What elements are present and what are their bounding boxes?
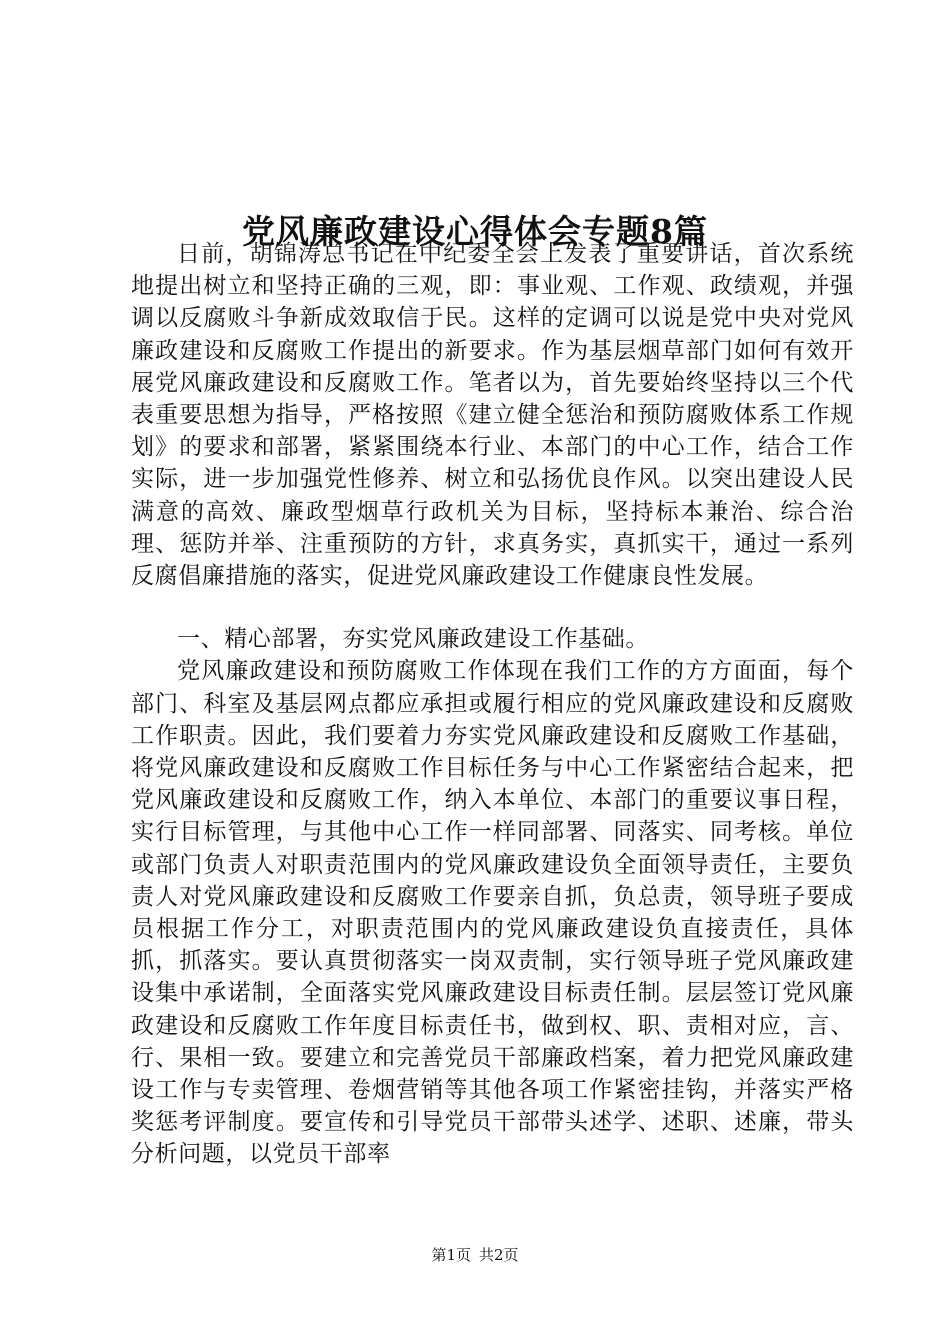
paragraph-intro: 日前，胡锦涛总书记在中纪委全会上发表了重要讲话，首次系统地提出树立和坚持正确的三观，即：事业观、工作观、政绩观，并强调以反腐败斗争新成效取信于民。这样的定调可以说是党中央对党风廉政建设和反腐败工作提出的新要求。作为基层烟草部门如何有效开展党风廉政建设和反腐败工作。笔者以为，首先要始终坚持以三个代表重要思想为指导，严格按照《建立健全惩治和预防腐败体系工作规划》的要求和部署，紧紧围绕本行业、本部门的中心工作，结合工作实际，进一步加强党性修养、树立和弘扬优良作风。以突出建设人民满意的高效、廉政型烟草行政机关为目标，坚持标本兼治、综合治理、惩防并举、注重预防的方针，求真务实，真抓实干，通过一系列反腐倡廉措施的落实，促进党风廉政建设工作健康良性发展。	[131, 241, 854, 590]
document-body	[131, 238, 854, 1171]
paragraph-section-1: 党风廉政建设和预防腐败工作体现在我们工作的方方面面，每个部门、科室及基层网点都应承担或履行相应的党风廉政建设和反腐败工作职责。因此，我们要着力夯实党风廉政建设和反腐败工作基础，将党风廉政建设和反腐败工作目标任务与中心工作紧密结合起来，把党风廉政建设和反腐败工作，纳入本单位、本部门的重要议事日程，实行目标管理，与其他中心工作一样同部署、同落实、同考核。单位或部门负责人对职责范围内的党风廉政建设负全面领导责任，主要负责人对党风廉政建设和反腐败工作要亲自抓，负总责，领导班子要成员根据工作分工，对职责范围内的党风廉政建设负直接责任，具体抓，抓落实。要认真贯彻落实一岗双责制，实行领导班子党风廉政建设集中承诺制，全面落实党风廉政建设目标责任制。层层签订党风廉政建设和反腐败工作年度目标责任书，做到权、职、责相对应，言、行、果相一致。要建立和完善党员干部廉政档案，着力把党风廉政建设工作与专卖管理、卷烟营销等其他各项工作紧密挂钩，并落实严格奖惩考评制度。要宣传和引导党员干部带头述学、述职、述廉，带头分析问题，以党员干部率	[131, 658, 854, 1168]
document-title: 党风廉政建设心得体会专题8篇	[242, 212, 708, 252]
section-heading-1: 一、精心部署，夯实党风廉政建设工作基础。	[177, 626, 649, 653]
page-number-total: 共2页	[479, 1246, 519, 1264]
page-number-current: 第1页	[431, 1246, 471, 1264]
page-footer	[0, 1245, 950, 1265]
